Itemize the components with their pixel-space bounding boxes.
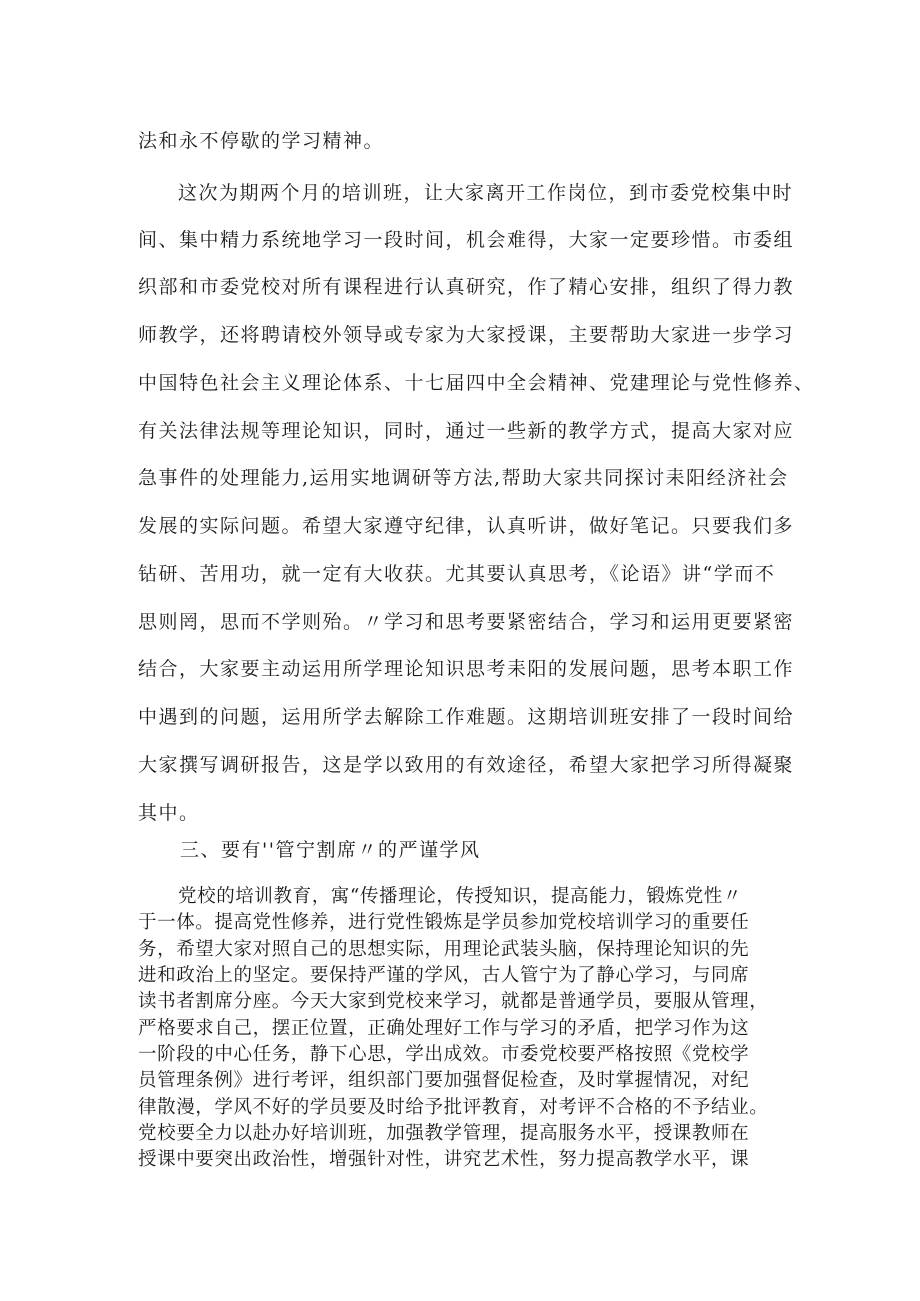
paragraph-line: 思则罔，思而不学则殆。〃学习和思考要紧密结合，学习和运用更要紧密 bbox=[138, 611, 795, 633]
paragraph-line: 授课中要突出政治性，增强针对性，讲究艺术性，努力提高教学水平，课 bbox=[138, 1149, 750, 1170]
paragraph-line: 间、集中精力系统地学习一段时间，机会难得，大家一定要珍惜。市委组 bbox=[138, 229, 795, 251]
paragraph-line: 律散漫，学风不好的学员要及时给予批评教育，对考评不合格的不予结业。 bbox=[138, 1097, 769, 1118]
paragraph-line: 结合，大家要主动运用所学理论知识思考耒阳的发展问题，思考本职工作 bbox=[138, 658, 795, 680]
paragraph-line: 大家撰写调研报告，这是学以致用的有效途径，希望大家把学习所得凝聚 bbox=[138, 754, 795, 776]
paragraph-line: 织部和市委党校对所有课程进行认真研究，作了精心安排，组织了得力教 bbox=[138, 276, 795, 298]
paragraph-line: 一阶段的中心任务，静下心思，学出成效。市委党校要严格按照《党校学 bbox=[138, 1044, 750, 1065]
paragraph-line: 其中。 bbox=[138, 802, 200, 824]
paragraph-line: 读书者割席分座。今天大家到党校来学习，就都是普通学员，要服从管理， bbox=[138, 991, 769, 1012]
paragraph-line: 法和永不停歇的学习精神。 bbox=[138, 130, 385, 152]
paragraph-line: 发展的实际问题。希望大家遵守纪律，认真听讲，做好笔记。只要我们多 bbox=[138, 515, 795, 537]
paragraph-line: 进和政治上的坚定。要保持严谨的学风，古人管宁为了静心学习，与同席 bbox=[138, 965, 750, 986]
paragraph-line: 钻研、苦用功，就一定有大收获。尤其要认真思考，《论语》讲“学而不 bbox=[138, 563, 776, 585]
paragraph-line: 有关法律法规等理论知识，同时，通过一些新的教学方式，提高大家对应 bbox=[138, 420, 795, 442]
paragraph-line: 务，希望大家对照自己的思想实际，用理论武装头脑，保持理论知识的先 bbox=[138, 939, 750, 960]
paragraph-line: 严格要求自己，摆正位置，正确处理好工作与学习的矛盾，把学习作为这 bbox=[138, 1018, 750, 1039]
paragraph-line: 党校要全力以赴办好培训班，加强教学管理，提高服务水平，授课教师在 bbox=[138, 1123, 750, 1144]
paragraph-line: 师教学，还将聘请校外领导或专家为大家授课，主要帮助大家进一步学习 bbox=[138, 324, 795, 346]
paragraph-line: 党校的培训教育，寓“传播理论，传授知识，提高能力，锻炼党性〃 bbox=[178, 886, 742, 907]
paragraph-line: 急事件的处理能力,运用实地调研等方法,帮助大家共同探讨耒阳经济社会 bbox=[138, 467, 789, 489]
paragraph-line: 中国特色社会主义理论体系、十七届四中全会精神、党建理论与党性修养、 bbox=[138, 372, 815, 394]
section-heading: 三、要有''管宁割席〃的严谨学风 bbox=[180, 839, 481, 861]
paragraph-line: 员管理条例》进行考评，组织部门要加强督促检查，及时掌握情况，对纪 bbox=[138, 1070, 750, 1091]
paragraph-line: 中遇到的问题，运用所学去解除工作难题。这期培训班安排了一段时间给 bbox=[138, 706, 795, 728]
paragraph-line: 于一体。提高党性修养，进行党性锻炼是学员参加党校培训学习的重要任 bbox=[138, 912, 750, 933]
paragraph-line: 这次为期两个月的培训班，让大家离开工作岗位，到市委党校集中时 bbox=[178, 182, 794, 204]
